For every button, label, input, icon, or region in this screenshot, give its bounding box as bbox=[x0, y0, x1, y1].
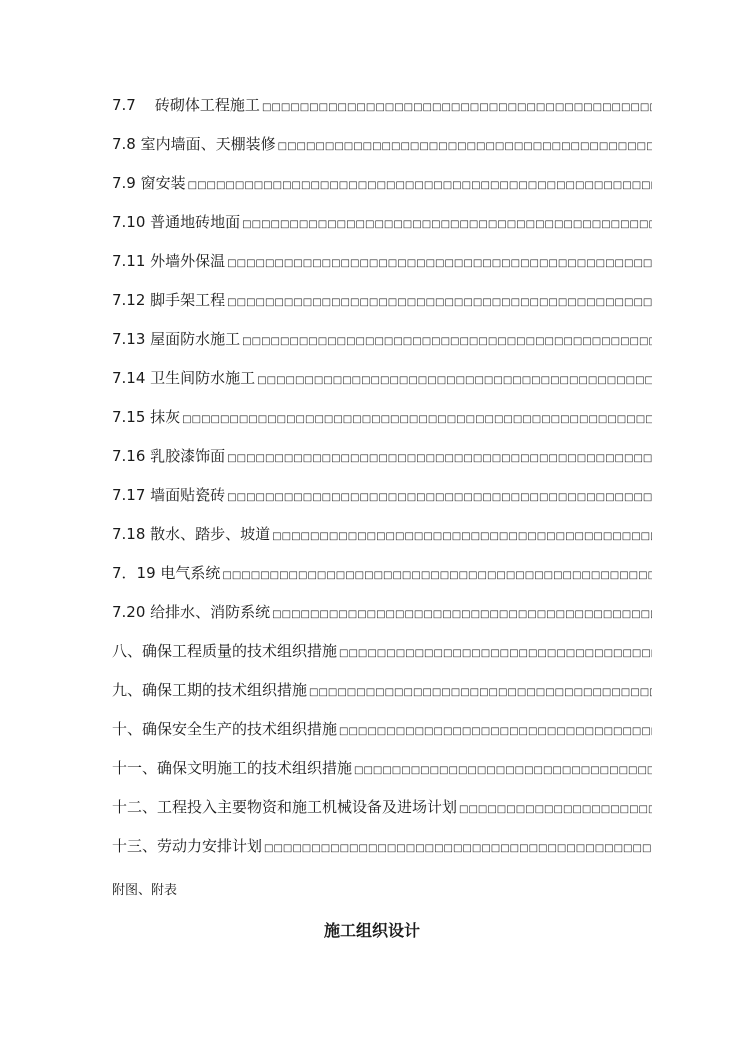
toc-entry-label: 十三、劳动力安排计划 bbox=[112, 837, 263, 855]
toc-entry-section-12[interactable] bbox=[112, 796, 652, 835]
toc-entry-7-7[interactable] bbox=[112, 94, 652, 133]
toc-entry-label: 7.18 散水、踏步、坡道 bbox=[112, 525, 271, 543]
toc-entry-7-11[interactable] bbox=[112, 250, 652, 289]
toc-leader bbox=[272, 532, 652, 542]
toc-entry-7-12[interactable] bbox=[112, 289, 652, 328]
toc-entry-7-18[interactable] bbox=[112, 523, 652, 562]
toc-leader bbox=[257, 376, 652, 386]
toc-entry-label: 7.13 屋面防水施工 bbox=[112, 330, 241, 348]
toc-leader bbox=[354, 766, 652, 776]
toc-leader bbox=[339, 727, 652, 737]
toc-leader bbox=[188, 181, 652, 191]
toc-entry-section-9[interactable] bbox=[112, 679, 652, 718]
toc-leader bbox=[227, 454, 652, 464]
toc-entry-label: 7.8 室内墙面、天棚装修 bbox=[112, 135, 276, 153]
toc-entry-label: 7.10 普通地砖地面 bbox=[112, 213, 241, 231]
toc-leader bbox=[242, 220, 652, 230]
toc-entry-label: 7.17 墙面贴瓷砖 bbox=[112, 486, 226, 504]
toc-leader bbox=[459, 805, 652, 815]
toc-entry-section-8[interactable] bbox=[112, 640, 652, 679]
document-title: 施工组织设计 bbox=[323, 921, 420, 940]
toc-entry-7-15[interactable] bbox=[112, 406, 652, 445]
table-of-contents bbox=[112, 94, 652, 874]
toc-leader bbox=[272, 610, 652, 620]
toc-leader bbox=[262, 103, 652, 113]
toc-entry-label: 十一、确保文明施工的技术组织措施 bbox=[112, 759, 353, 777]
toc-entry-label: 7.7 砖砌体工程施工 bbox=[112, 96, 260, 114]
toc-entry-7-8[interactable] bbox=[112, 133, 652, 172]
toc-entry-label: 7.12 脚手架工程 bbox=[112, 291, 226, 309]
toc-entry-section-10[interactable] bbox=[112, 718, 652, 757]
toc-entry-label: 十二、工程投入主要物资和施工机械设备及进场计划 bbox=[112, 798, 458, 816]
toc-leader bbox=[227, 298, 652, 308]
toc-entry-label: 7.11 外墙外保温 bbox=[112, 252, 226, 270]
toc-leader bbox=[278, 142, 652, 152]
toc-entry-label: 7.16 乳胶漆饰面 bbox=[112, 447, 226, 465]
toc-leader bbox=[242, 337, 652, 347]
toc-entry-7-16[interactable] bbox=[112, 445, 652, 484]
toc-entry-label: 八、确保工程质量的技术组织措施 bbox=[112, 642, 338, 660]
toc-leader bbox=[182, 415, 652, 425]
toc-entry-label: 7．19 电气系统 bbox=[112, 564, 221, 582]
toc-leader bbox=[227, 493, 652, 503]
toc-entry-label: 7.20 给排水、消防系统 bbox=[112, 603, 271, 621]
toc-entry-7-17[interactable] bbox=[112, 484, 652, 523]
toc-entry-7-14[interactable] bbox=[112, 367, 652, 406]
toc-entry-section-11[interactable] bbox=[112, 757, 652, 796]
toc-leader bbox=[339, 649, 652, 659]
toc-entry-label: 7.14 卫生间防水施工 bbox=[112, 369, 256, 387]
toc-entry-7-19[interactable] bbox=[112, 562, 652, 601]
toc-leader bbox=[309, 688, 652, 698]
toc-leader bbox=[222, 571, 652, 581]
toc-entry-7-9[interactable] bbox=[112, 172, 652, 211]
appendix-label: 附图、附表 bbox=[112, 883, 178, 898]
toc-entry-7-10[interactable] bbox=[112, 211, 652, 250]
toc-entry-7-13[interactable] bbox=[112, 328, 652, 367]
toc-leader bbox=[264, 844, 652, 854]
toc-entry-label: 九、确保工期的技术组织措施 bbox=[112, 681, 308, 699]
toc-entry-section-13[interactable] bbox=[112, 835, 652, 874]
toc-entry-label: 十、确保安全生产的技术组织措施 bbox=[112, 720, 338, 738]
toc-entry-label: 7.9 窗安装 bbox=[112, 174, 186, 192]
toc-entry-label: 7.15 抹灰 bbox=[112, 408, 181, 426]
toc-leader bbox=[227, 259, 652, 269]
toc-entry-7-20[interactable] bbox=[112, 601, 652, 640]
